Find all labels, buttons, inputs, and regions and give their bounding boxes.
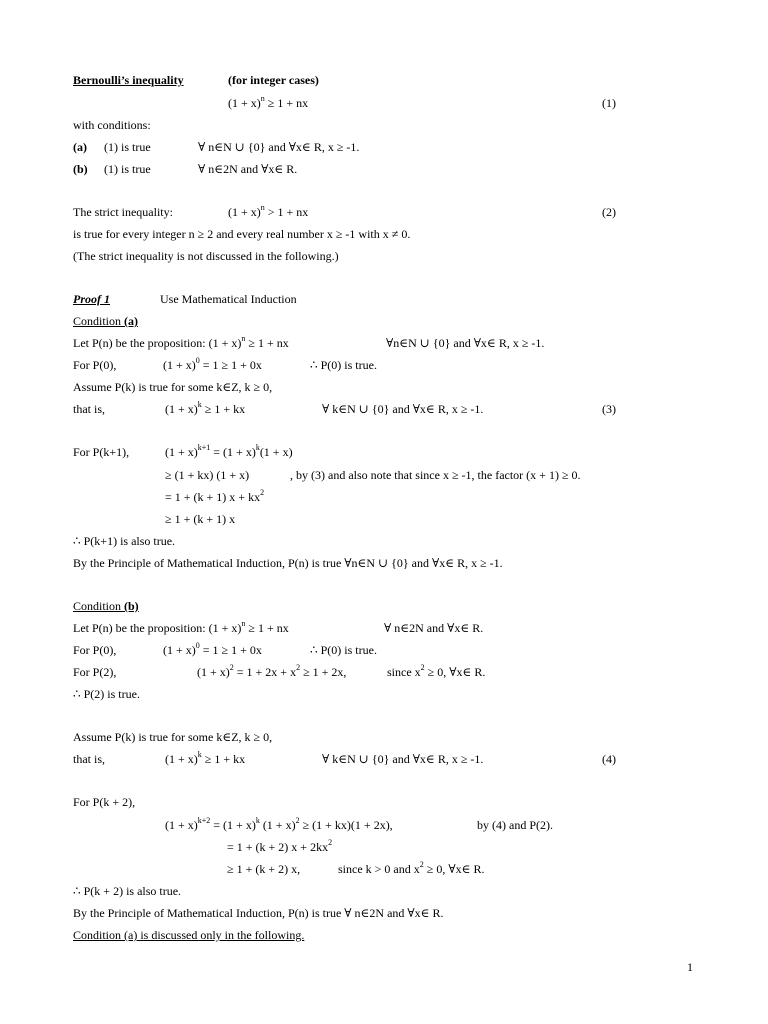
conditions-label: with conditions: (73, 118, 151, 132)
b-p2-note: since $x^2 \ge 0$, ∀x∈ R. (387, 663, 486, 679)
that-is-b-label: that is, (73, 752, 105, 766)
pk2-conclusion: ∴ P(k + 2) is also true. (73, 884, 182, 898)
pk2-label: For P(k + 2), (73, 795, 136, 809)
proof-method: Use Mathematical Induction (160, 292, 297, 306)
proposition-b: Let P(n) be the proposition: $(1 + x)^n \ge 1$ + nx (73, 619, 289, 635)
pk1-line-2-note: , by (3) and also note that since x ≥ -1, the factor (x + 1) ≥ 0. (290, 468, 581, 482)
pk2-line-1-note: by (4) and P(2). (477, 818, 553, 832)
assume-b: Assume P(k) is true for some k∈Z, k ≥ 0, (73, 730, 273, 744)
pk2-line-3: ≥ 1 + (k + 2) x, (227, 862, 301, 876)
condition-a-domain: ∀ n∈N ∪ {0} and ∀x∈ R, x ≥ -1. (198, 140, 360, 154)
closing-note: Condition (a) is discussed only in the following. (73, 928, 305, 942)
pk1-conclusion: ∴ P(k+1) is also true. (73, 534, 176, 548)
induction-conclusion-a: By the Principle of Mathematical Induction, P(n) is true ∀n∈N ∪ {0} and ∀x∈ R, x ≥ -1. (73, 556, 503, 570)
strict-note: (The strict inequality is not discussed in the following.) (73, 249, 339, 263)
that-is-a-label: that is, (73, 402, 105, 416)
title-subtitle: (for integer cases) (228, 73, 319, 87)
pk1-line-2: ≥ (1 + kx) (1 + x) (165, 468, 250, 482)
pk1-line-3: = 1 + (k + 1) $x + kx^2$ (165, 488, 265, 504)
proposition-a-domain: ∀n∈N ∪ {0} and ∀x∈ R, x ≥ -1. (386, 336, 545, 350)
section-title: Bernoulli’s inequality (73, 73, 184, 87)
condition-b-text: (1) is true (104, 162, 151, 176)
equation-3: $(1 + x)^k \ge 1$ + kx (165, 400, 246, 416)
proof-title: Proof 1 (73, 292, 110, 306)
b-p2-conclusion: ∴ P(2) is true. (73, 687, 140, 701)
condition-b-domain: ∀ n∈2N and ∀x∈ R. (198, 162, 298, 176)
b-p0-conclusion: ∴ P(0) is true. (310, 643, 377, 657)
p0-equation: $(1 + x)^0 = 1 \ge 1 + 0x$ (163, 356, 262, 372)
equation-number-2: (2) (602, 205, 616, 219)
pk2-line-2: = 1 + (k + 2) $x + 2kx^2$ (227, 838, 333, 854)
pk2-line-3-note: since k > 0 and $x^2 \ge 0$, ∀x∈ R. (338, 860, 485, 876)
strict-label: The strict inequality: (73, 205, 173, 219)
condition-b-heading: Condition (b) (73, 599, 139, 613)
b-p0-label: For P(0), (73, 643, 117, 657)
condition-b-label: (b) (73, 162, 88, 176)
equation-2: $(1 + x)^n > 1$ + nx (228, 203, 309, 219)
proposition-a: Let P(n) be the proposition: $(1 + x)^n \ge 1$ + nx (73, 334, 289, 350)
assume-a: Assume P(k) is true for some k∈Z, k ≥ 0, (73, 380, 273, 394)
b-p2-label: For P(2), (73, 665, 117, 679)
induction-conclusion-b: By the Principle of Mathematical Induction, P(n) is true ∀ n∈2N and ∀x∈ R. (73, 906, 444, 920)
pk2-line-1: $(1 + x)^{k+2} = (1 + x)^k$ $(1 + x)^2 \ge (1 + kx)(1 + 2x)$, (165, 816, 393, 832)
p0-label: For P(0), (73, 358, 117, 372)
b-p0-equation: $(1 + x)^0 = 1 \ge 1 + 0x$ (163, 641, 262, 657)
condition-a-text: (1) is true (104, 140, 151, 154)
pk1-line-4: ≥ 1 + (k + 1) x (165, 512, 236, 526)
equation-4: $(1 + x)^k \ge 1$ + kx (165, 750, 246, 766)
b-p2-equation: $(1 + x)^2 = 1 + 2x + x^2 \ge 1 + 2x$, (197, 663, 347, 679)
pk1-line-1: $(1 + x)^{k+1} = (1 + x)^k(1 + x)$ (165, 443, 293, 459)
equation-number-3: (3) (602, 402, 616, 416)
page-number: 1 (687, 960, 693, 974)
equation-number-1: (1) (602, 96, 616, 110)
proposition-b-domain: ∀ n∈2N and ∀x∈ R. (384, 621, 484, 635)
equation-1: $(1 + x)^n \ge 1$ + nx (228, 94, 309, 110)
condition-a-label: (a) (73, 140, 87, 154)
strict-condition: is true for every integer n ≥ 2 and every real number x ≥ -1 with x ≠ 0. (73, 227, 411, 241)
equation-3-domain: ∀ k∈N ∪ {0} and ∀x∈ R, x ≥ -1. (322, 402, 484, 416)
equation-4-domain: ∀ k∈N ∪ {0} and ∀x∈ R, x ≥ -1. (322, 752, 484, 766)
p0-conclusion: ∴ P(0) is true. (310, 358, 377, 372)
condition-a-heading: Condition (a) (73, 314, 139, 328)
equation-number-4: (4) (602, 752, 616, 766)
pk1-label: For P(k+1), (73, 445, 130, 459)
